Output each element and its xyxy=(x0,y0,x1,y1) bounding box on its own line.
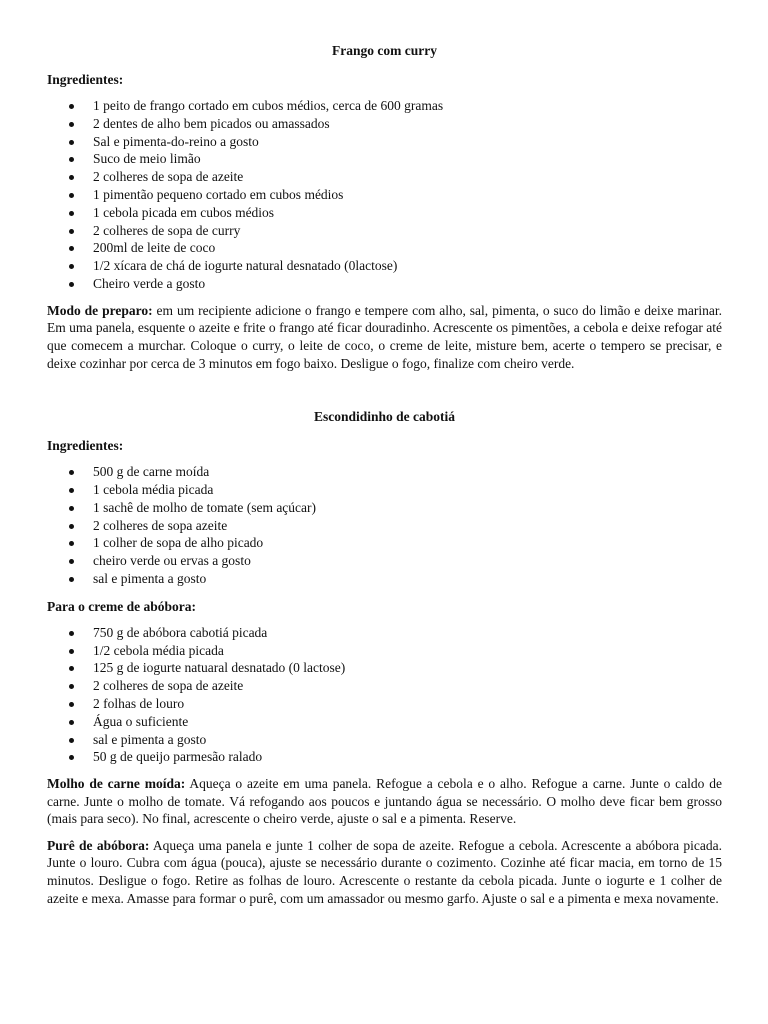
list-item: Cheiro verde a gosto xyxy=(47,275,722,293)
list-item: Água o suficiente xyxy=(47,713,722,731)
recipe-title-escondidinho: Escondidinho de cabotiá xyxy=(313,409,456,425)
list-item: 125 g de iogurte natuaral desnatado (0 lactose) xyxy=(47,659,722,677)
ingredients-heading-escondidinho: Ingredientes: xyxy=(47,438,124,454)
list-item: 500 g de carne moída xyxy=(47,463,722,481)
puree-label: Purê de abóbora: xyxy=(47,837,150,853)
list-item: 1 peito de frango cortado em cubos médios, cerca de 600 gramas xyxy=(47,97,722,115)
cream-heading: Para o creme de abóbora: xyxy=(47,598,196,614)
list-item: sal e pimenta a gosto xyxy=(47,570,722,588)
list-item: 1 sachê de molho de tomate (sem açúcar) xyxy=(47,499,722,517)
list-item: 2 colheres de sopa de azeite xyxy=(47,677,722,695)
meat-sauce-label: Molho de carne moída: xyxy=(47,776,186,792)
puree-text: Aqueça uma panela e junte 1 colher de sopa de azeite. Refogue a cebola. Acrescente a abóbora picada. Junte o louro. Cubra com água (pouca), ajuste se necessário durante o cozimento. Cozinhe até ficar macia, em torno de 15 minutos. Desligue o fogo. Retire as folhas de louro. Acrescente o restante da cebola picada. Junte o iogurte e 1 colher de azeite e mexa. Amasse para formar o purê, com um amassador ou mesmo garfo. Ajuste o sal e a pimenta e mexa novamente. xyxy=(47,837,722,906)
list-item: 1 pimentão pequeno cortado em cubos médios xyxy=(47,186,722,204)
list-item: 2 dentes de alho bem picados ou amassados xyxy=(47,115,722,133)
list-item: 50 g de queijo parmesão ralado xyxy=(47,748,722,766)
list-item: 1 cebola média picada xyxy=(47,481,722,499)
list-item: 2 folhas de louro xyxy=(47,695,722,713)
method-paragraph-frango xyxy=(47,302,722,372)
list-item: 750 g de abóbora cabotiá picada xyxy=(47,624,722,642)
list-item: 1/2 xícara de chá de iogurte natural desnatado (0lactose) xyxy=(47,257,722,275)
meat-sauce-text: Aqueça o azeite em uma panela. Refogue a cebola e o alho. Refogue a carne. Junte o caldo de carne. Junte o molho de tomate. Vá refogando aos poucos e juntando água se necessário. O molho deve ficar bem grosso (mais para seco). No final, acrescente o cheiro verde, ajuste o sal e a pimenta. Reserve. xyxy=(47,776,722,827)
list-item: 2 colheres de sopa azeite xyxy=(47,517,722,535)
list-item: 1 cebola picada em cubos médios xyxy=(47,204,722,222)
cream-ingredients-list xyxy=(47,624,722,766)
list-item: cheiro verde ou ervas a gosto xyxy=(47,552,722,570)
ingredients-list-frango xyxy=(47,97,722,293)
list-item: 1/2 cebola média picada xyxy=(47,642,722,660)
method-text: em um recipiente adicione o frango e tempere com alho, sal, pimenta, o suco do limão e deixe marinar. Em uma panela, esquente o azeite e frite o frango até ficar douradinho. Acrescente os pimentões, a cebola e deixe refogar até que comecem a murchar. Coloque o curry, o leite de coco, o creme de leite, misture bem, acerte o tempero se precisar, e deixe cozinhar por cerca de 3 minutos em fogo baixo. Desligue o fogo, finalize com cheiro verde. xyxy=(47,302,722,371)
list-item: 1 colher de sopa de alho picado xyxy=(47,534,722,552)
ingredients-heading-frango: Ingredientes: xyxy=(47,72,124,87)
list-item: Suco de meio limão xyxy=(47,150,722,168)
puree-paragraph xyxy=(47,837,722,907)
list-item: 2 colheres de sopa de curry xyxy=(47,222,722,240)
list-item: Sal e pimenta-do-reino a gosto xyxy=(47,133,722,151)
method-label: Modo de preparo: xyxy=(47,302,153,318)
list-item: 2 colheres de sopa de azeite xyxy=(47,168,722,186)
ingredients-list-escondidinho xyxy=(47,463,722,588)
recipe-title-frango: Frango com curry xyxy=(332,43,437,58)
list-item: sal e pimenta a gosto xyxy=(47,731,722,749)
list-item: 200ml de leite de coco xyxy=(47,239,722,257)
meat-sauce-paragraph xyxy=(47,775,722,828)
